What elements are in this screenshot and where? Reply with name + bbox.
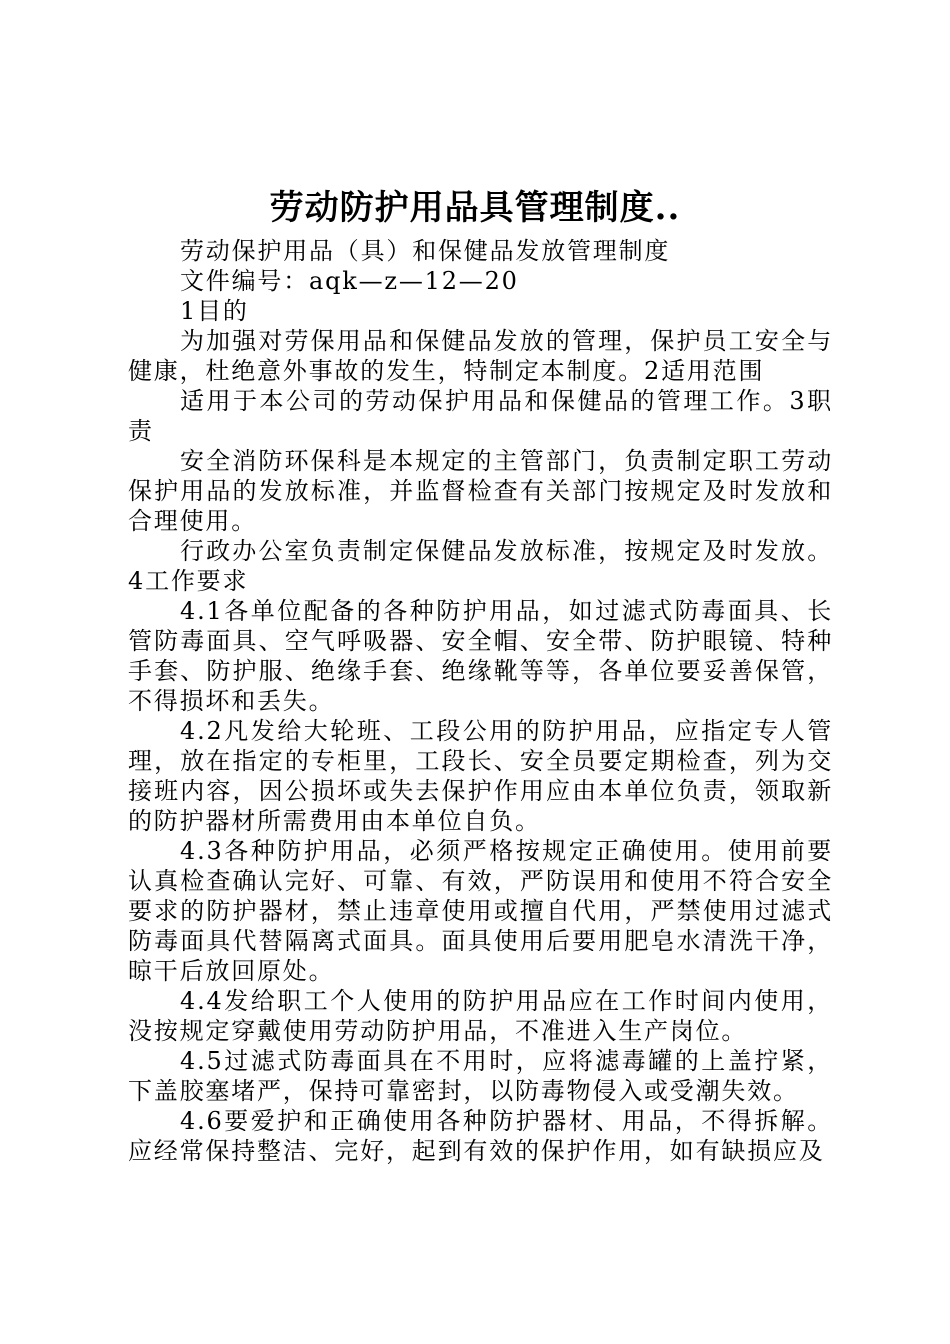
paragraph-responsibility-safety: 安全消防环保科是本规定的主管部门，负责制定职工劳动保护用品的发放标准，并监督检查有关部门按规定及时发放和合理使用。 bbox=[128, 447, 833, 535]
subtitle-line: 劳动保护用品（具）和保健品发放管理制度 bbox=[180, 237, 671, 265]
paragraph-purpose: 为加强对劳保用品和保健品发放的管理，保护员工安全与健康，杜绝意外事故的发生，特制定本制度。2适用范围 bbox=[128, 327, 833, 385]
paragraph-4-5: 4.5过滤式防毒面具在不用时，应将滤毒罐的上盖拧紧，下盖胶塞堵严，保持可靠密封，以防毒物侵入或受潮失效。 bbox=[128, 1047, 833, 1105]
paragraph-4-3: 4.3各种防护用品，必须严格按规定正确使用。使用前要认真检查确认完好、可靠、有效，严防误用和使用不符合安全要求的防护器材，禁止违章使用或擅自代用，严禁使用过滤式防毒面具代替隔离式面具。面具使用后要用肥皂水清洗干净，晾干后放回原处。 bbox=[128, 837, 833, 985]
paragraph-responsibility-admin: 行政办公室负责制定保健品发放标准，按规定及时发放。4工作要求 bbox=[128, 537, 833, 595]
paragraph-4-2: 4.2凡发给大轮班、工段公用的防护用品，应指定专人管理，放在指定的专柜里，工段长、安全员要定期检查，列为交接班内容，因公损坏或失去保护作用应由本单位负责，领取新的防护器材所需费用由本单位自负。 bbox=[128, 717, 833, 835]
paragraph-scope: 适用于本公司的劳动保护用品和保健品的管理工作。3职责 bbox=[128, 387, 833, 445]
paragraph-4-6: 4.6要爱护和正确使用各种防护器材、用品，不得拆解。应经常保持整洁、完好，起到有效的保护作用，如有缺损应及 bbox=[128, 1107, 833, 1165]
file-number-line: 文件编号：aqk—z—12—20 bbox=[180, 267, 519, 295]
paragraph-4-1: 4.1各单位配备的各种防护用品，如过滤式防毒面具、长管防毒面具、空气呼吸器、安全帽、安全带、防护眼镜、特种手套、防护服、绝缘手套、绝缘靴等等，各单位要妥善保管，不得损坏和丢失。 bbox=[128, 597, 833, 715]
document-title: 劳动防护用品具管理制度.. bbox=[269, 188, 681, 228]
document-body bbox=[128, 236, 833, 1166]
paragraph-4-4: 4.4发给职工个人使用的防护用品应在工作时间内使用，没按规定穿戴使用劳动防护用品，不准进入生产岗位。 bbox=[128, 987, 833, 1045]
section-heading-purpose: 1目的 bbox=[180, 297, 249, 325]
